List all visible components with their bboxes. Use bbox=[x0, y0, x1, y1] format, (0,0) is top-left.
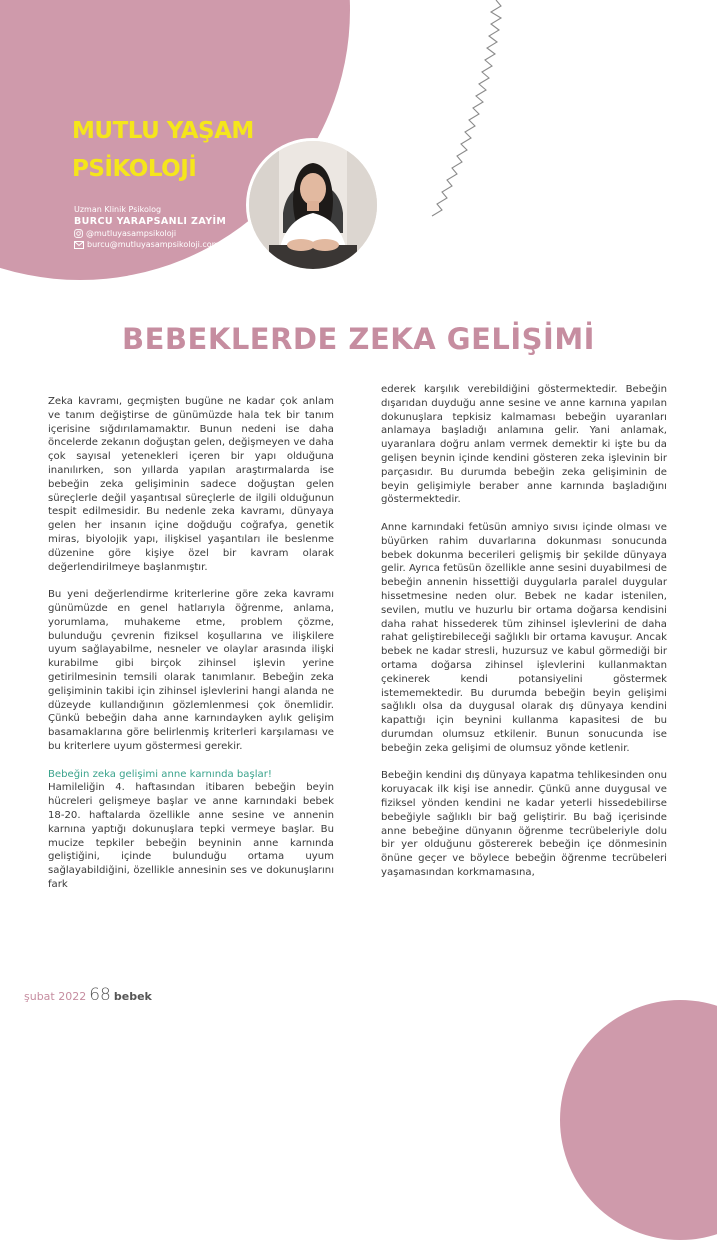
author-name: BURCU YARAPSANLI ZAYİM bbox=[74, 216, 227, 227]
issue-date: şubat 2022 bbox=[24, 990, 87, 1003]
author-instagram bbox=[74, 228, 226, 239]
brand-logo-text bbox=[72, 112, 254, 188]
decorative-pink-circle-bottom bbox=[560, 1000, 717, 1240]
author-block bbox=[74, 204, 226, 250]
article-column-left bbox=[48, 395, 334, 892]
page-number: 68 bbox=[89, 985, 111, 1005]
instagram-icon bbox=[74, 229, 83, 238]
email-address: burcu@mutluyasampsikoloji.com bbox=[87, 240, 220, 249]
article-subheading: Bebeğin zeka gelişimi anne karnında başlar! bbox=[48, 768, 272, 780]
email-icon bbox=[74, 241, 84, 249]
magazine-name: bebek bbox=[113, 990, 152, 1003]
right-paragraph-3: Bebeğin kendini dış dünyaya kapatma tehlikesinden onu koruyacak ilk kişi ise annedir. Çünkü anne duygusal ve fiziksel yönden kendini ne kadar yeterli hissedebilirse bebeğiyle sağlıklı bir bağ geliştirir. Bu bağ içerisinde anne bebeğine dünyanın öğrenme tecrübeleriyle dolu bir yer olduğunu göstererek bebeğin içe dönmesinin önüne geçer ve böylece bebeğin öğrenme tecrübeleri yaşamasından korkmamasına, bbox=[381, 770, 667, 878]
left-paragraph-2: Bu yeni değerlendirme kriterlerine göre zeka kavramı günümüzde en genel hatlarıyla öğrenme, anlama, yorumlama, muhakeme etme, problem çözme, bulunduğu çevrenin fiziksel koşullarına ve ilişkilere uyum sağlayabilme, nesneler ve olaylar arasında ilişki kurabilme gibi birçok zihinsel işlevin yerine getirilmesinin temsili olarak tanımlanır. Bebeğin zeka gelişiminin takibi için zihinsel işlevlerini hangi alanda ne düzeyde kullandığının gözlemlenmesi çok önemlidir. Çünkü bebeğin daha anne karnındayken aylık gelişim basamaklarına göre belirlenmiş kriterleri karşılaması ve bu kriterlere uyum göstermesi gerekir. bbox=[48, 589, 334, 752]
instagram-handle: @mutluyasampsikoloji bbox=[86, 229, 177, 238]
article-column-right bbox=[381, 383, 667, 880]
author-photo bbox=[246, 138, 380, 272]
right-paragraph-1: ederek karşılık verebildiğini göstermektedir. Bebeğin dışarıdan duyduğu anne sesine ve anne karnına yapılan dokunuşlara tepkisiz kalmaması bebeğin uyaranları anlamaya başladığı anlamına gelir. Yani anlamak, uyaranlara doğru anlam vermek demektir ki işte bu da gelişen beynin içinde kendini gösteren zeka işlevinin bir parçasıdır. Bu durumda bebeğin zeka gelişiminin de beyin gelişimiyle beraber anne karnında başladığını göstermektedir. bbox=[381, 384, 667, 506]
left-paragraph-1: Zeka kavramı, geçmişten bugüne ne kadar çok anlam ve tanım değiştirse de günümüzde hala tek bir tanım içerisine sığdırılamamaktır. Bunun nedeni ise daha öncelerde zekanın doğuştan gelen, değişmeyen ve daha çok sayısal yetenekleri içeren bir yapı olduğuna inanılırken, son yıllarda yapılan araştırmalarda ise bebeğin zeka gelişiminin sadece doğuştan gelen süreçlerle değil yaşantısal süreçlerle de ilgili olduğunun tespit edilmesidir. Bu nedenle zeka kavramı, dünyaya gelen her insanın içine doğduğu coğrafya, genetik miras, biyolojik yapı, ilişkisel yaşantıları ile beslenme düzenine göre kişiye özel bir kavram olarak değerlendirilmeye başlanmıştır. bbox=[48, 396, 334, 573]
left-paragraph-3: Hamileliğin 4. haftasından itibaren bebeğin beyin hücreleri gelişmeye başlar ve anne karnındaki bebek 18-20. haftalarda özellikle anne sesine ve annenin karnına yaptığı dokunuşlara tepki vermeye başlar. Bu mucize tepkiler bebeğin beyninin anne karnında geliştiğini, içinde bulunduğu ortama uyum sağlayabildiğini, özellikle annesinin ses ve dokunuşlarını fark bbox=[48, 782, 334, 890]
brand-line-2: PSİKOLOJİ bbox=[72, 156, 197, 182]
zigzag-decoration bbox=[400, 0, 510, 230]
page-footer bbox=[24, 985, 152, 1005]
right-paragraph-2: Anne karnındaki fetüsün amniyo sıvısı içinde olması ve büyürken rahim duvarlarına dokunması sonucunda bebek dokunma becerileri gelişmiş bir şekilde dünyaya gelir. Ayrıca fetüsün özellikle anne sesini duyabilmesi de bebeğin annenin hissettiği duygularla paralel duygular hissetmesine neden olur. Bebek ne kadar istenilen, sevilen, mutlu ve huzurlu bir ortama doğarsa kendisini daha rahat hissederek tüm zihinsel işlevlerini de daha rahat geliştirebileceği sağlıklı bir ortama kavuşur. Ancak bebek ne kadar stresli, huzursuz ve kabul görmediği bir ortama doğarsa zihinsel işlevlerini kullanmaktan çekinerek kendi potansiyelini göstermek istememektedir. Bu durumda bebeğin beyin gelişimi sağlıklı olsa da duygusal olarak dış dünyaya kendini kapattığı için beynini kullanma kapasitesi de bu durumdan olumsuz etkilenir. Bunun sonucunda ise bebeğin zeka gelişimi de olumsuz yönde ketlenir. bbox=[381, 521, 667, 754]
brand-line-1: MUTLU YAŞAM bbox=[72, 118, 254, 144]
author-role: Uzman Klinik Psikolog bbox=[74, 205, 162, 214]
author-email bbox=[74, 239, 226, 250]
article-title: BEBEKLERDE ZEKA GELİŞİMİ bbox=[122, 322, 595, 356]
